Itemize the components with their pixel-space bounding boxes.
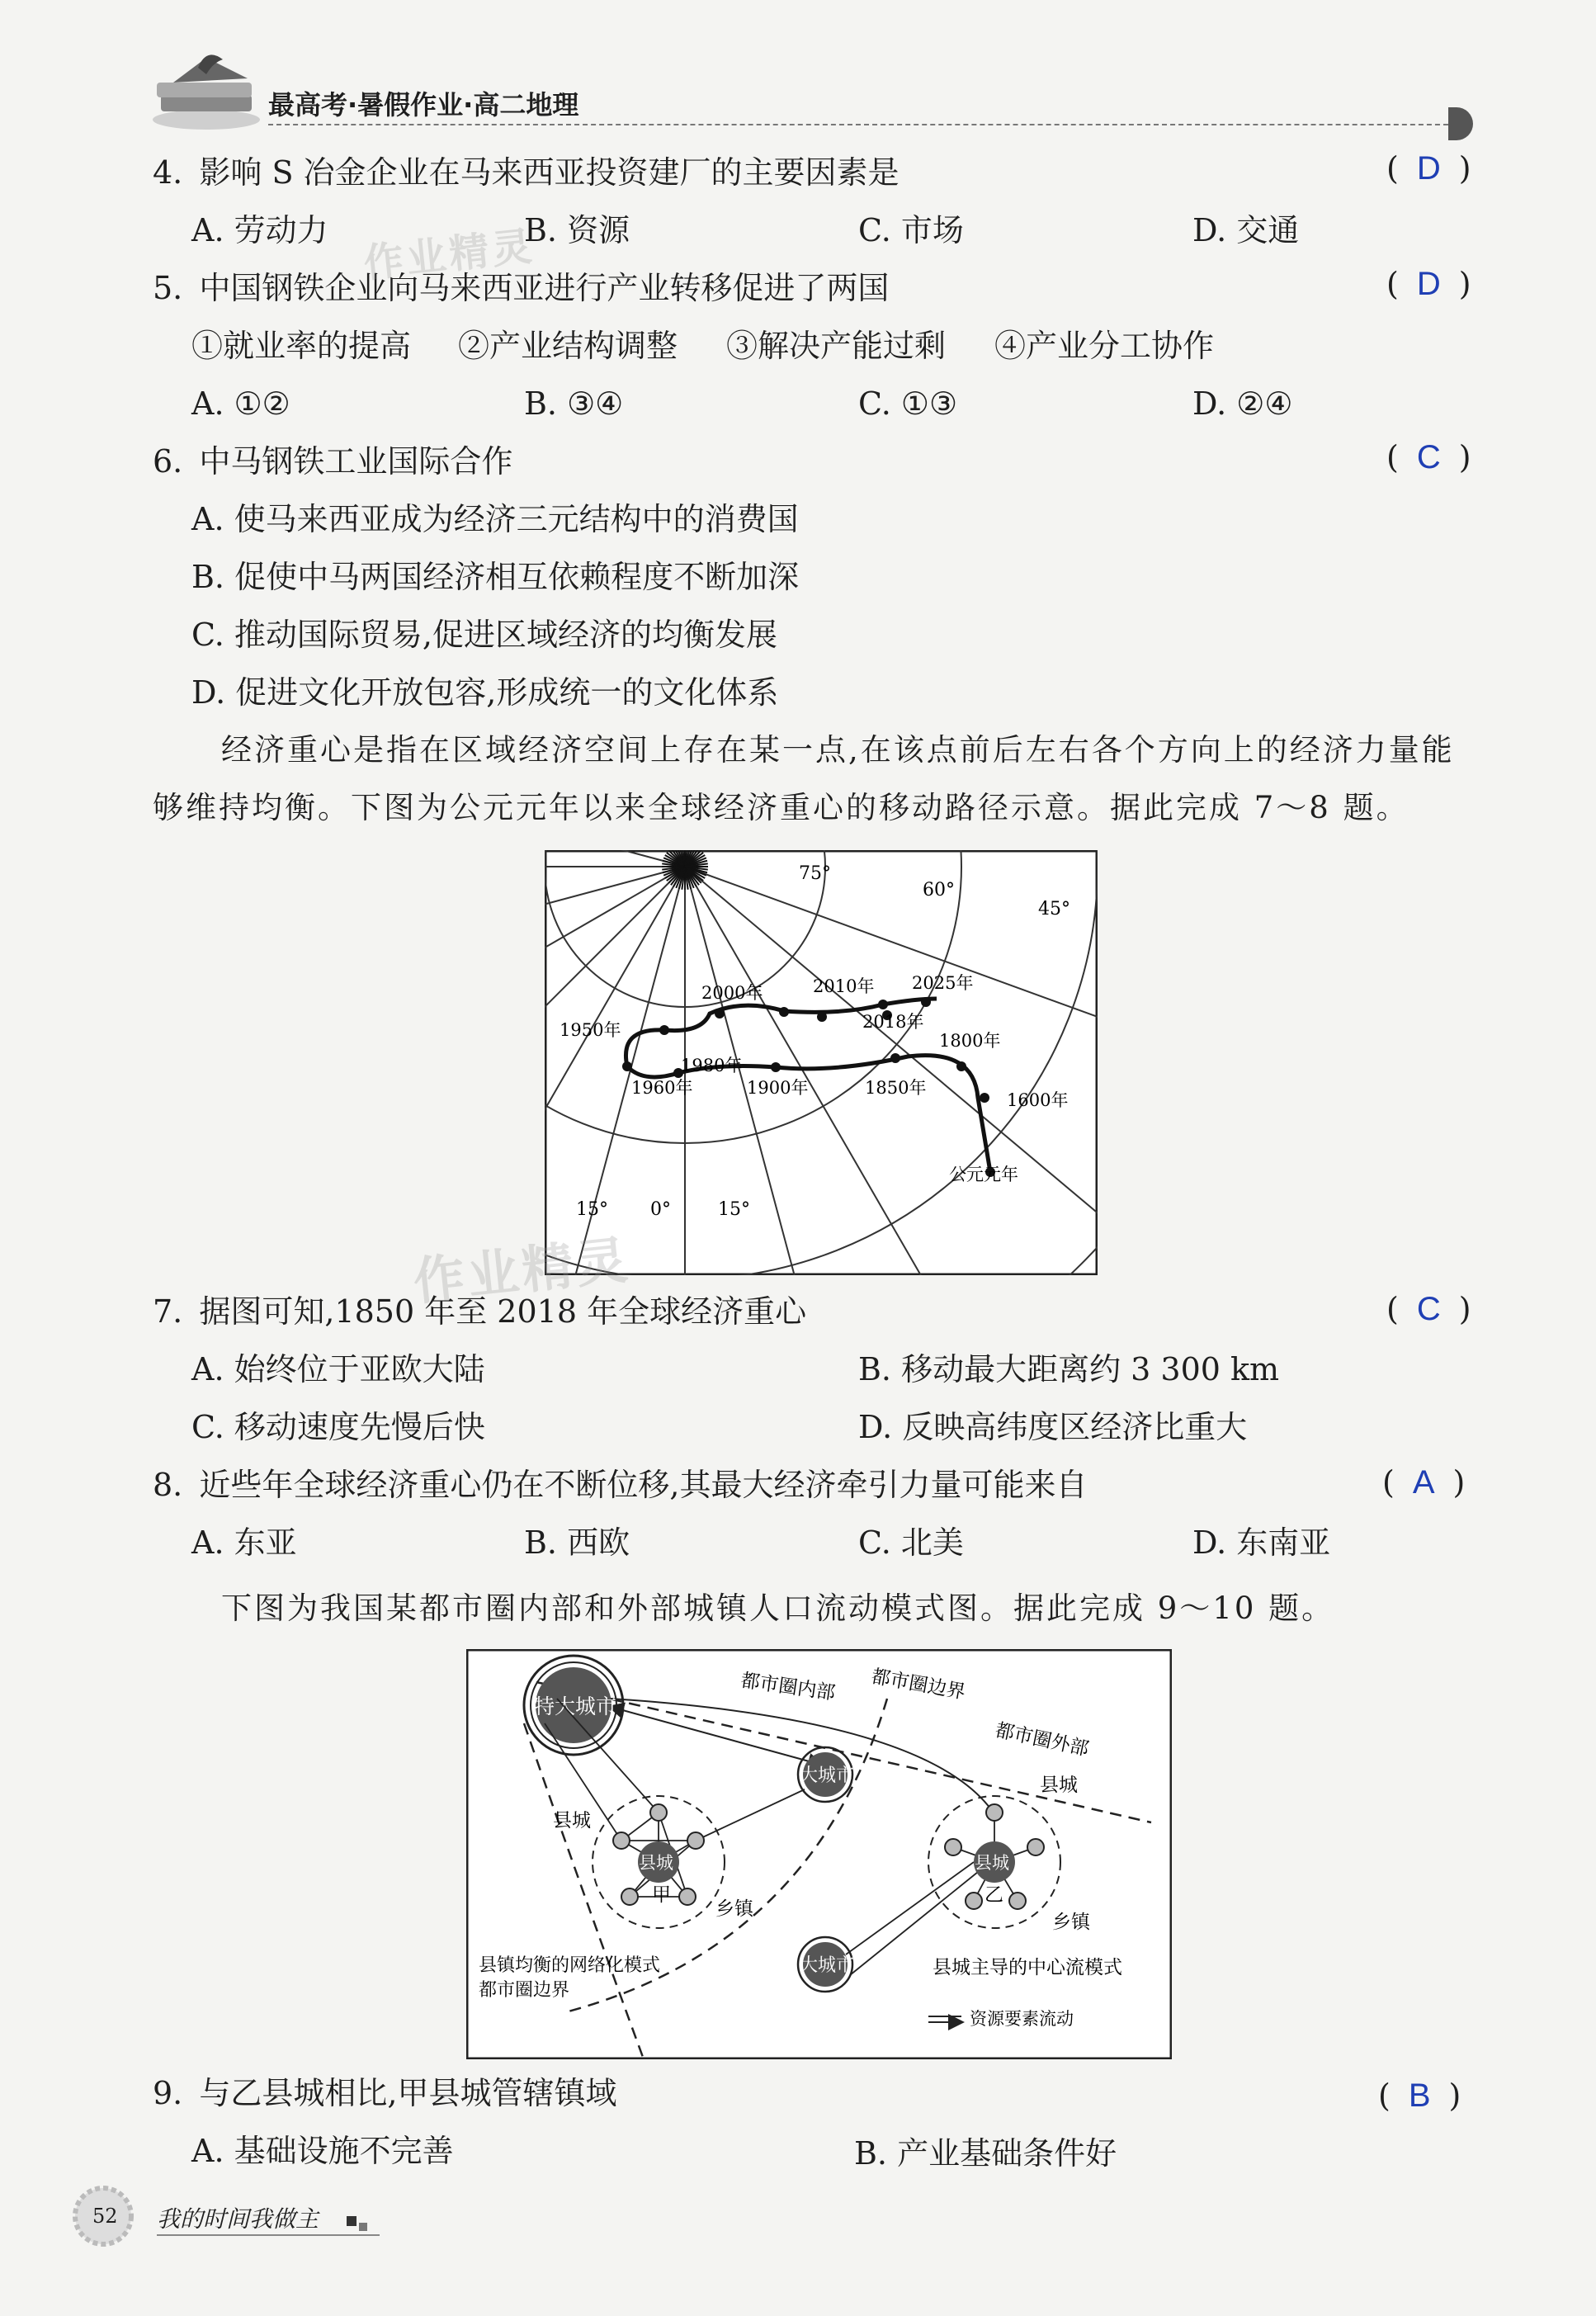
legend-label: 资源要素流动 — [970, 2009, 1074, 2029]
intro-paragraph: 下图为我国某都市圈内部和外部城镇人口流动模式图。据此完成 9～10 题。 — [221, 1590, 1335, 1626]
answer-letter: D — [1416, 150, 1441, 187]
intro-paragraph-line: 经济重心是指在区域经济空间上存在某一点,在该点前后左右各个方向上的经济力量能 — [221, 732, 1455, 768]
boundary-label: 都市圈边界 — [869, 1666, 967, 1704]
town-label: 乡镇 — [715, 1898, 753, 1920]
town-label: 乡镇 — [1052, 1912, 1090, 1933]
path-point — [715, 1009, 725, 1019]
header-rule — [268, 124, 1457, 125]
footer-squares-icon — [347, 2216, 357, 2226]
year-label: 1600年 — [1007, 1090, 1069, 1110]
answer-letter: D — [1416, 266, 1441, 302]
year-label: 1850年 — [865, 1078, 927, 1098]
question-stem: 中马钢铁工业国际合作 — [199, 443, 513, 480]
outer-label: 都市圈外部 — [993, 1719, 1091, 1761]
option: C. 北美 — [858, 1524, 964, 1561]
question-number: 9. — [153, 2075, 183, 2111]
town-node — [1009, 1893, 1026, 1909]
question-stem: 与乙县城相比,甲县城管辖镇域 — [199, 2075, 617, 2111]
book-stack-icon — [149, 50, 272, 132]
town-node — [966, 1893, 982, 1909]
option: A. ①② — [191, 385, 290, 422]
statement: ①就业率的提高 — [191, 328, 412, 364]
longitude-label: 15° — [576, 1199, 608, 1220]
county-seat-label: 县城 — [639, 1853, 673, 1873]
yi-label: 乙 — [985, 1884, 1003, 1906]
question-number: 5. — [153, 270, 183, 306]
megacity-label: 特大城市 — [534, 1694, 617, 1718]
footer-slogan: 我的时间我做主 — [157, 2205, 319, 2233]
inner-label: 都市圈内部 — [739, 1670, 837, 1704]
question-number: 4. — [153, 154, 183, 191]
question-stem: 影响 S 冶金企业在马来西亚投资建厂的主要因素是 — [199, 154, 900, 191]
option: D. 东南亚 — [1192, 1524, 1331, 1561]
option: B. ③④ — [524, 385, 624, 422]
option: A. 东亚 — [191, 1524, 297, 1561]
option: D. ②④ — [1192, 385, 1293, 422]
option: A. 基础设施不完善 — [191, 2133, 454, 2169]
option: B. 移动最大距离约 3 300 km — [858, 1351, 1280, 1387]
page-footer — [70, 2183, 400, 2249]
answer-bracket: ( C ) — [1386, 439, 1471, 475]
county-seat-label: 县城 — [975, 1853, 1009, 1873]
option: D. 促进文化开放包容,形成统一的文化体系 — [191, 674, 779, 711]
year-label: 2010年 — [813, 976, 875, 996]
watermark: 作业精灵 — [410, 1229, 634, 1312]
town-node — [986, 1804, 1003, 1821]
answer-letter: B — [1408, 2077, 1431, 2114]
statement: ②产业结构调整 — [458, 328, 678, 364]
town-node — [650, 1804, 667, 1821]
option: D. 反映高纬度区经济比重大 — [858, 1409, 1248, 1445]
option: C. 推动国际贸易,促进区域经济的均衡发展 — [191, 617, 777, 653]
latitude-label: 75° — [799, 863, 831, 884]
big-city-label: 大城市 — [800, 1955, 855, 1976]
answer-letter: A — [1412, 1464, 1435, 1501]
question-7 — [153, 1292, 806, 1331]
path-point — [779, 1007, 789, 1017]
path-point — [956, 1061, 966, 1071]
statement: ③解决产能过剩 — [726, 328, 947, 364]
county-label: 县城 — [1040, 1775, 1078, 1796]
question-stem: 中国钢铁企业向马来西亚进行产业转移促进了两国 — [199, 270, 890, 306]
answer-bracket: ( D ) — [1386, 150, 1471, 187]
year-label: 1950年 — [560, 1020, 621, 1040]
option: A. 始终位于亚欧大陆 — [191, 1351, 485, 1387]
question-number: 6. — [153, 443, 183, 480]
year-label: 1800年 — [939, 1031, 1001, 1051]
year-label: 公元元年 — [949, 1165, 1018, 1184]
question-5 — [153, 268, 889, 308]
option: B. 西欧 — [524, 1524, 630, 1561]
longitude-label: 15° — [718, 1199, 750, 1220]
question-9 — [153, 2073, 616, 2113]
question-stem: 近些年全球经济重心仍在不断位移,其最大经济牵引力量可能来自 — [199, 1467, 1088, 1503]
path-point — [771, 1062, 781, 1072]
page-number: 52 — [92, 2205, 118, 2228]
boundary-label: 都市圈边界 — [479, 1980, 570, 2001]
path-point — [890, 1053, 900, 1063]
answer-bracket: ( C ) — [1386, 1291, 1471, 1327]
longitude-label: 0° — [650, 1199, 671, 1220]
option: D. 交通 — [1192, 212, 1300, 248]
answer-bracket: ( A ) — [1382, 1464, 1466, 1501]
option: B. 资源 — [524, 212, 630, 248]
town-node — [679, 1888, 696, 1905]
path-point — [622, 1061, 632, 1071]
page-header — [149, 50, 1469, 140]
question-number: 7. — [153, 1293, 183, 1330]
statement: ④产业分工协作 — [994, 328, 1215, 364]
jia-label: 甲 — [652, 1884, 671, 1906]
option: B. 促使中马两国经济相互依赖程度不断加深 — [191, 559, 800, 595]
question-6 — [153, 442, 512, 481]
option: C. 移动速度先慢后快 — [191, 1409, 485, 1445]
option: A. 使马来西亚成为经济三元结构中的消费国 — [191, 501, 799, 537]
answer-letter: C — [1416, 439, 1441, 475]
year-label: 1960年 — [631, 1078, 693, 1098]
question-stem: 据图可知,1850 年至 2018 年全球经济重心 — [199, 1293, 807, 1330]
county-label: 县城 — [553, 1810, 591, 1832]
option: C. 市场 — [858, 212, 964, 248]
town-node — [1027, 1839, 1044, 1855]
header-title: 最高考·暑假作业·高二地理 — [268, 89, 579, 121]
footer-squares-icon — [359, 2223, 367, 2231]
question-4 — [153, 153, 900, 192]
header-moon-mark — [1448, 107, 1473, 140]
network-mode-label: 县镇均衡的网络化模式 — [479, 1955, 661, 1976]
option: B. 产业基础条件好 — [854, 2135, 1117, 2172]
population-flow-diagram — [466, 1649, 1172, 2059]
year-label: 1900年 — [747, 1078, 809, 1098]
path-point — [659, 1025, 669, 1035]
town-node — [621, 1888, 638, 1905]
answer-bracket: ( D ) — [1386, 266, 1471, 302]
year-label: 1980年 — [681, 1056, 743, 1075]
year-label: 2018年 — [862, 1012, 924, 1032]
path-point — [878, 1000, 888, 1009]
answer-letter: C — [1416, 1291, 1441, 1327]
option: A. 劳动力 — [191, 212, 328, 248]
year-label: 2000年 — [701, 983, 763, 1003]
path-point — [980, 1093, 989, 1103]
path-point — [817, 1012, 827, 1022]
intro-paragraph-line: 够维持均衡。下图为公元元年以来全球经济重心的移动路径示意。据此完成 7～8 题。 — [153, 790, 1409, 825]
latitude-label: 45° — [1038, 899, 1070, 919]
option: C. ①③ — [858, 385, 958, 422]
footer-rule — [157, 2234, 380, 2236]
big-city-label: 大城市 — [800, 1765, 855, 1786]
central-mode-label: 县城主导的中心流模式 — [933, 1957, 1122, 1978]
economic-center-path-map — [545, 850, 1098, 1275]
answer-bracket: ( B ) — [1378, 2077, 1461, 2114]
town-node — [945, 1839, 961, 1855]
watermark: 作业精灵 — [361, 223, 537, 287]
path-point — [921, 997, 931, 1007]
town-node — [687, 1832, 704, 1849]
year-label: 2025年 — [912, 973, 974, 993]
question-number: 8. — [153, 1467, 183, 1503]
latitude-label: 60° — [923, 880, 955, 900]
town-node — [613, 1832, 630, 1849]
question-8 — [153, 1465, 1087, 1505]
